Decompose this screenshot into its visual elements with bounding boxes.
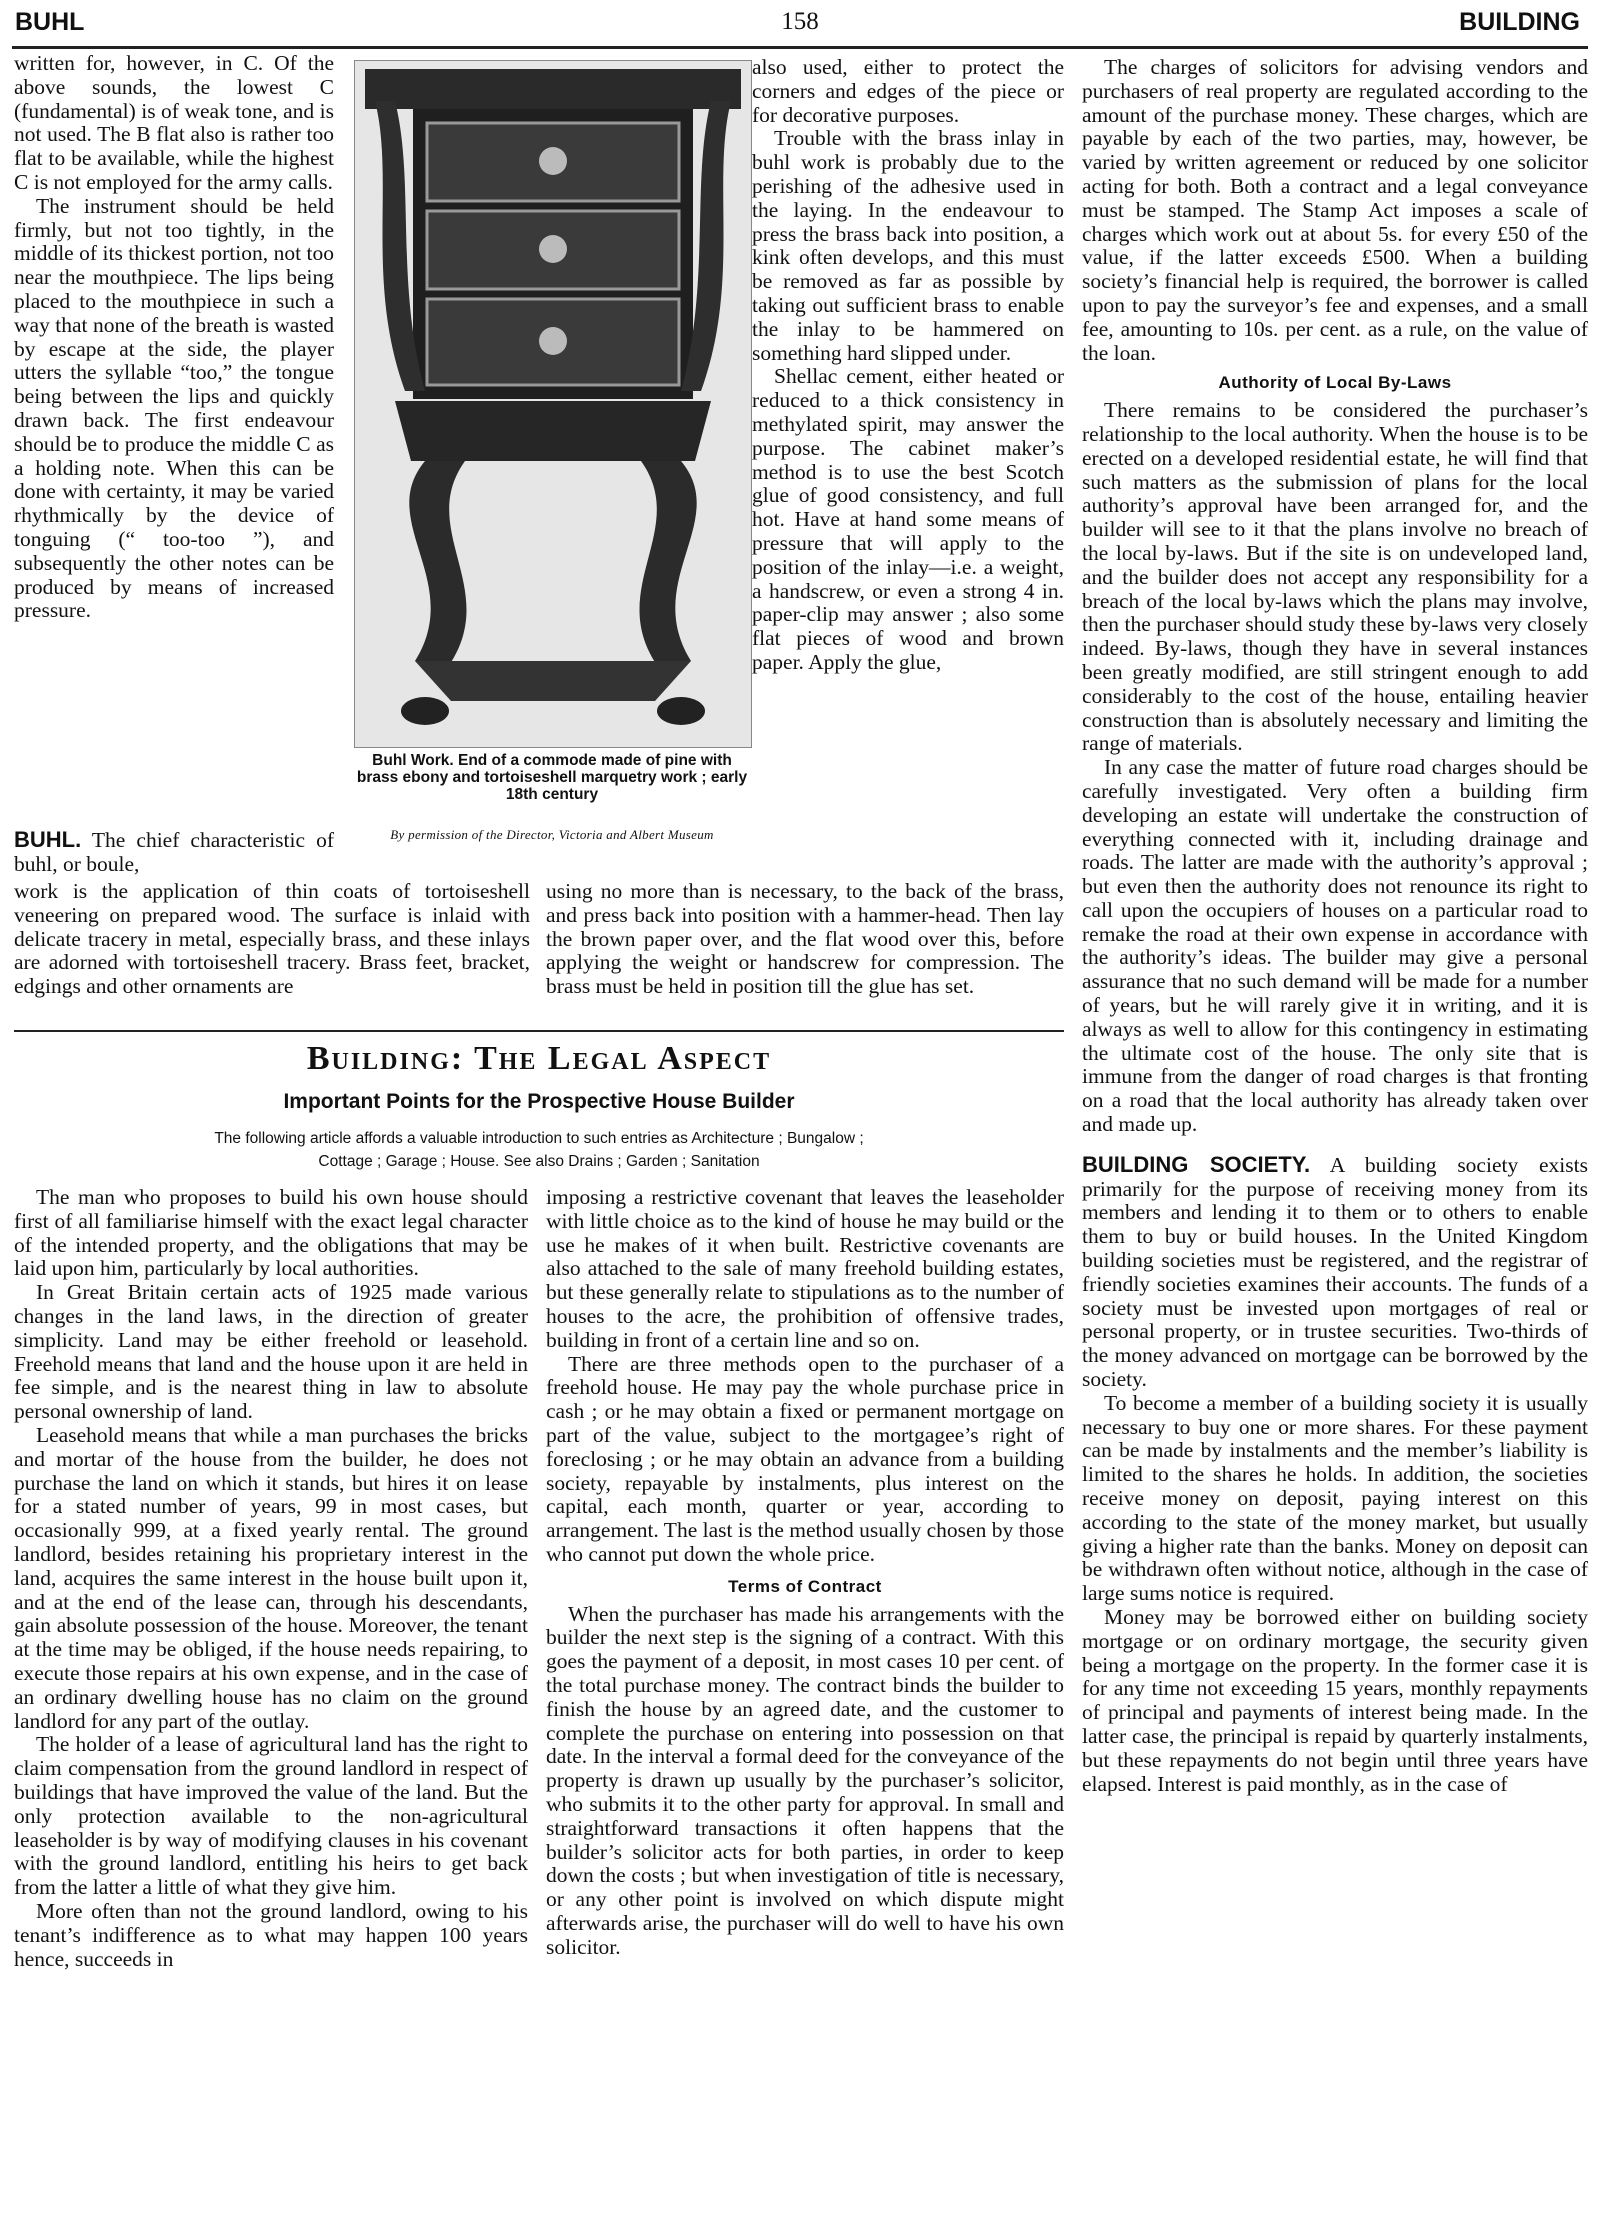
figure-caption: Buhl Work. End of a commode made of pine with brass ebony and tortoiseshell marquetry work ; early 18th century — [356, 752, 748, 803]
article-intro-line-1: The following article affords a valuable introduction to such entries as Architecture ; Bungalow ; — [214, 1130, 864, 1147]
subhead-terms-of-contract: Terms of Contract — [728, 1576, 882, 1596]
paragraph: There are three methods open to the purchaser of a freehold house. He may pay the whole purchase price in cash ; or he may obtain a fixed or permanent mortgage on part of the value, subject to the mortgagee’s right of foreclosing ; or he may obtain an advance from a building society, repayable by instalments, plus interest on the capital, each month, quarter or year, according to arrangement. The last is the method usually chosen by those who cannot put down the whole price. — [546, 1351, 1064, 1566]
paragraph: In Great Britain certain acts of 1925 made various changes in the land laws, in the direction of greater simplicity. Land may be either freehold or leasehold. Freehold means that land and the house upon it are held in fee simple, and is the nearest thing in law to absolute personal ownership of land. — [14, 1280, 528, 1424]
page-number: 158 — [781, 8, 819, 35]
column-3-top — [752, 56, 1064, 675]
paragraph: More often than not the ground landlord, owing to his tenant’s indifference as to what may happen 100 years hence, succeeds in — [14, 1898, 528, 1971]
buhl-entry-continued — [14, 880, 530, 999]
paragraph: Shellac cement, either heated or reduced to a thick consistency in methylated spirit, may answer the purpose. The cabinet maker’s method is to use the best Scotch glue of good consistency, and full hot. Have at hand some means of pressure that will apply to the position of the inlay—i.e. a weight, a handscrew, or even a strong 4 in. paper-clip may answer ; also some flat pieces of wood and brown paper. Apply the glue, — [752, 364, 1064, 674]
column-c — [1082, 56, 1588, 1796]
commode-photo — [354, 60, 752, 748]
paragraph: Leasehold means that while a man purchases the bricks and mortar of the house from the builder, he does not purchase the land on which it stands, but hires it on lease for a stated number of years, 99 in most cases, but occasionally 999, at a fixed yearly rental. The ground landlord, besides retaining his proprietary interest in the land, acquires the same interest in the house built upon it, and at the end of the lease can, through his descendants, gain absolute possession of the house. Moreover, the tenant at the time may be obliged, if the house needs repairing, to execute those repairs at his own expense, and in the case of an ordinary dwelling house has no claim on the ground landlord for any part of the outlay. — [14, 1422, 528, 1733]
header-rule — [12, 46, 1588, 49]
figure-credit: By permission of the Director, Victoria and Albert Museum — [390, 827, 714, 842]
paragraph: Trouble with the brass inlay in buhl work is probably due to the perishing of the adhesive used in the laying. In the endeavour to press the brass back into position, a kink often develops, and this must be removed as far as possible by taking out sufficient brass to enable the inlay to be hammered on something hard slipped under. — [752, 126, 1064, 365]
running-header-right: BUILDING — [1459, 8, 1580, 36]
buhl-entry-lead — [14, 828, 334, 877]
subhead-local-by-laws: Authority of Local By-Laws — [1218, 373, 1452, 393]
article-intro-line-2: Cottage ; Garage ; House. See also Drains ; Garden ; Sanitation — [318, 1153, 760, 1170]
running-header-left: BUHL — [15, 8, 85, 36]
paragraph: To become a member of a building society it is usually necessary to buy one or more shares. For these payment can be made by instalments and the member’s liability is limited to the shares he holds. In addition, the societies receive money on deposit, paying interest on this according to the state of the money market, but usually giving a higher rate than the banks. Money on deposit can be withdrawn often without notice, although in the case of large sums notice is required. — [1082, 1390, 1588, 1606]
paragraph: Money may be borrowed either on building society mortgage or on ordinary mortgage, the security given being a mortgage on the property. In the former case it is for any time not exceeding 15 years, monthly repayments of principal and payments of interest being made. In the latter case, the principal is repaid by quarterly instalments, but these repayments do not begin until three years have elapsed. Interest is paid monthly, as in the case of — [1082, 1605, 1588, 1796]
article-column-b — [546, 1186, 1064, 1960]
paragraph: The man who proposes to build his own house should first of all familiarise himself with the exact legal character of the intended property, and the obligations that may be laid upon him, particularly by local authorities. — [14, 1185, 528, 1281]
paragraph: There remains to be considered the purchaser’s relationship to the local authority. When the house is to be erected on a developed residential estate, he will find that such matters as the submission of plans for the local authority’s approval have been arranged for, and the builder will see to it that the plans involve no breach of the local by-laws. But if the site is on undeveloped land, and the builder does not accept any responsibility for a breach of the local by-laws which the plans may involve, then the purchaser should study these by-laws very closely indeed. By-laws, though they have in several instances been greatly modified, are still stringent enough to add considerably to the cost of the house, entailing heavier construction than is absolutely necessary and limiting the range of materials. — [1082, 398, 1588, 756]
paragraph: imposing a restrictive covenant that leaves the leaseholder with little choice as to the kind of house he may build or the use he makes of it when built. Restrictive covenants are also attached to the sale of many freehold building estates, but these generally relate to stipulations as to the number of houses to the acre, the prohibition of offensive trades, building in front of a certain line and so on. — [546, 1185, 1064, 1352]
column-1-top — [14, 52, 334, 623]
paragraph: work is the application of thin coats of tortoiseshell veneering on prepared wood. The surface is inlaid with delicate tracery in metal, especially brass, and these inlays are adorned with tortoiseshell tracery. Brass feet, bracket, edgings and other ornaments are — [14, 879, 530, 999]
article-column-a — [14, 1186, 528, 1971]
paragraph: The instrument should be held firmly, but not too tightly, in the middle of its thickest portion, not too near the mouthpiece. The lips being placed to the mouthpiece in such a way that none of the breath is wasted by escape at the side, the player utters the syllable “too,” the tongue being between the lips and quickly drawn back. The first endeavour should be to produce the middle C as a holding note. When this can be done with certainty, it may be varied rhythmically by the device of tonguing (“ too-too ”), and subsequently the other notes can be produced by means of increased pressure. — [14, 193, 334, 623]
paragraph: The charges of solicitors for advising vendors and purchasers of real property are regulated according to the amount of the purchase money. These charges, which are payable by each of the two parties, may, however, be varied by written agreement or reduced by one solicitor acting for both. Both a contract and a legal conveyance must be stamped. The Stamp Act imposes a scale of charges which work out at about 5s. for every £50 of the value, if the latter exceeds £500. When a building society’s financial help is required, the borrower is called upon to pay the surveyor’s fee and expenses, and a small fee, amounting to 10s. per cent. as a rule, on the value of the loan. — [1082, 55, 1588, 365]
commode-photo-icon — [355, 61, 751, 747]
building-society-lead: A building society exists primarily for the purpose of receiving money from its members and lending it to them or to others to enable them to buy or build houses. In the United Kingdom building societies must be registered, and the registrar of friendly societies examines their accounts. The funds of a society must be invested upon mortgages of real or personal property, or in trustee securities. Two-thirds of the money advanced on mortgage can be borrowed by the society. — [1082, 1152, 1588, 1392]
paragraph: also used, either to protect the corners and edges of the piece or for decorative purposes. — [752, 55, 1064, 127]
building-society-heading: BUILDING SOCIETY. — [1082, 1151, 1311, 1177]
paragraph: The holder of a lease of agricultural land has the right to claim compensation from the ground landlord in respect of buildings that have improved the value of the land. But the only protection available to the non-agricultural leaseholder is by way of modifying clauses in his covenant with the ground landlord, entitling his heirs to get back from the latter a little of what they give him. — [14, 1732, 528, 1900]
paragraph: using no more than is necessary, to the back of the brass, and press back into position with a hammer-head. Then lay the brown paper over, and the flat wood over this, before applying the weight or handscrew for compression. The brass must be held in position till the glue has set. — [546, 879, 1064, 999]
paragraph: written for, however, in C. Of the above sounds, the lowest C (fundamental) is of weak tone, and is not used. The B flat also is rather too flat to be available, while the highest C is not employed for the army calls. — [14, 51, 334, 194]
paragraph: When the purchaser has made his arrangements with the builder the next step is the signing of a contract. With this goes the payment of a deposit, in most cases 10 per cent. of the total purchase money. The contract binds the builder to finish the house by an agreed date, and the customer to complete the purchase on entering into possession on that date. In the interval a formal deed for the conveyance of the property is drawn up usually by the purchaser’s solicitor, who submits it to the other party for approval. In small and straightforward transactions it often happens that the builder’s solicitor acts for both parties, in order to keep down the costs ; but when investigation of title is necessary, or any other point is involved on which dispute might afterwards arise, the purchaser will do well to have his own solicitor. — [546, 1601, 1064, 1959]
article-subtitle: Important Points for the Prospective House Builder — [283, 1090, 795, 1113]
buhl-lead: The chief characteristic of buhl, or boule, — [14, 828, 334, 876]
paragraph: In any case the matter of future road charges should be carefully investigated. Very often a building firm developing an estate will undertake the construction of everything connected with it, including drainage and roads. The latter are made with the authority’s approval ; but even then the authority does not renounce its right to call upon the occupiers of houses on a particular road to remake the road at their own expense in accordance with the authority’s ideas. The builder may give a personal assurance that no such demand will be made for a number of years, but he will rarely give it in writing, and it is always as well to allow for this contingency in estimating the ultimate cost of the house. The only site that is immune from the danger of road charges is that fronting on a road that the local authority has already taken over and made up. — [1082, 755, 1588, 1137]
article-title: Building: The Legal Aspect — [306, 1040, 772, 1077]
column-3-wide — [546, 880, 1064, 999]
article-rule — [14, 1030, 1064, 1032]
buhl-heading: BUHL. — [14, 827, 82, 852]
